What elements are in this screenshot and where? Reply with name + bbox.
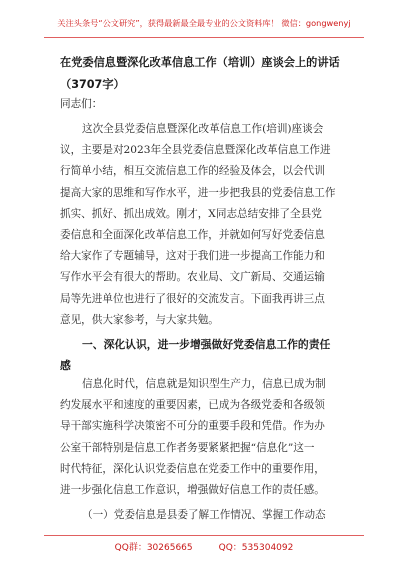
qq-contact-number: QQ：535304092 xyxy=(218,543,294,553)
header-divider xyxy=(44,37,364,38)
footer-divider xyxy=(44,535,364,536)
salutation: 同志们： xyxy=(60,98,103,110)
text-line: 委信息和全面深化改革信息工作，并就如何写好党委信息 xyxy=(60,228,325,241)
section-heading-1 xyxy=(60,334,360,376)
text-line: 提高大家的思维和写作水平，进一步把我县的党委信息工作 xyxy=(60,186,336,199)
text-line: 议，主要是对2023年全县党委信息暨深化改革信息工作进 xyxy=(60,144,331,157)
text-line: 这次全县党委信息暨深化改革信息工作(培训)座谈会 xyxy=(82,123,324,135)
subheading-1: （一）党委信息是县委了解工作情况、掌握工作动态 xyxy=(82,509,326,521)
title-line-1: 在党委信息暨深化改革信息工作（培训）座谈会上的讲话 xyxy=(60,56,340,69)
text-line: 意见，供大家参考，与大家共勉。 xyxy=(60,313,219,326)
text-line: 进一步强化信息工作意识，增强做好信息工作的责任感。 xyxy=(60,483,325,496)
document-title xyxy=(60,52,360,96)
text-line: 局等先进单位也进行了很好的交流发言。下面我再讲三点 xyxy=(60,292,325,305)
text-line: 时代特征，深化认识党委信息在党委工作中的重要作用， xyxy=(60,462,325,475)
text-line: 给大家作了专题辅导，这对于我们进一步提高工作能力和 xyxy=(60,250,325,263)
text-line: 行简单小结，相互交流信息工作的经验及体会，以会代训 xyxy=(60,165,325,178)
heading-line-2: 感 xyxy=(60,359,71,372)
heading-line-1: 一、深化认识，进一步增强做好党委信息工作的责任 xyxy=(82,338,331,351)
text-line: 公室干部特别是信息工作者务要紧紧把握“信息化”这一 xyxy=(60,441,315,454)
contact-footer xyxy=(0,540,408,553)
text-line: 导干部实施科学决策密不可分的重要手段和凭借。作为办 xyxy=(60,420,325,433)
qq-group-number: QQ群：30265665 xyxy=(114,543,193,553)
text-line: 抓实、抓好、抓出成效。刚才，X同志总结安排了全县党 xyxy=(60,207,322,220)
text-line: 信息化时代，信息就是知识型生产力，信息已成为制 xyxy=(82,378,326,390)
paragraph-2 xyxy=(60,374,352,501)
text-line: 约发展水平和速度的重要因素，已成为各级党委和各级领 xyxy=(60,399,325,412)
text-line: 写作水平会有很大的帮助。农业局、文广新局、交通运输 xyxy=(60,271,325,284)
title-line-2: （3707字） xyxy=(60,78,125,91)
paragraph-1 xyxy=(60,119,352,331)
promo-banner: 关注头条号“公文研究”，获得最新最全最专业的公文资料库！ 微信：gongwenyj xyxy=(57,18,351,28)
